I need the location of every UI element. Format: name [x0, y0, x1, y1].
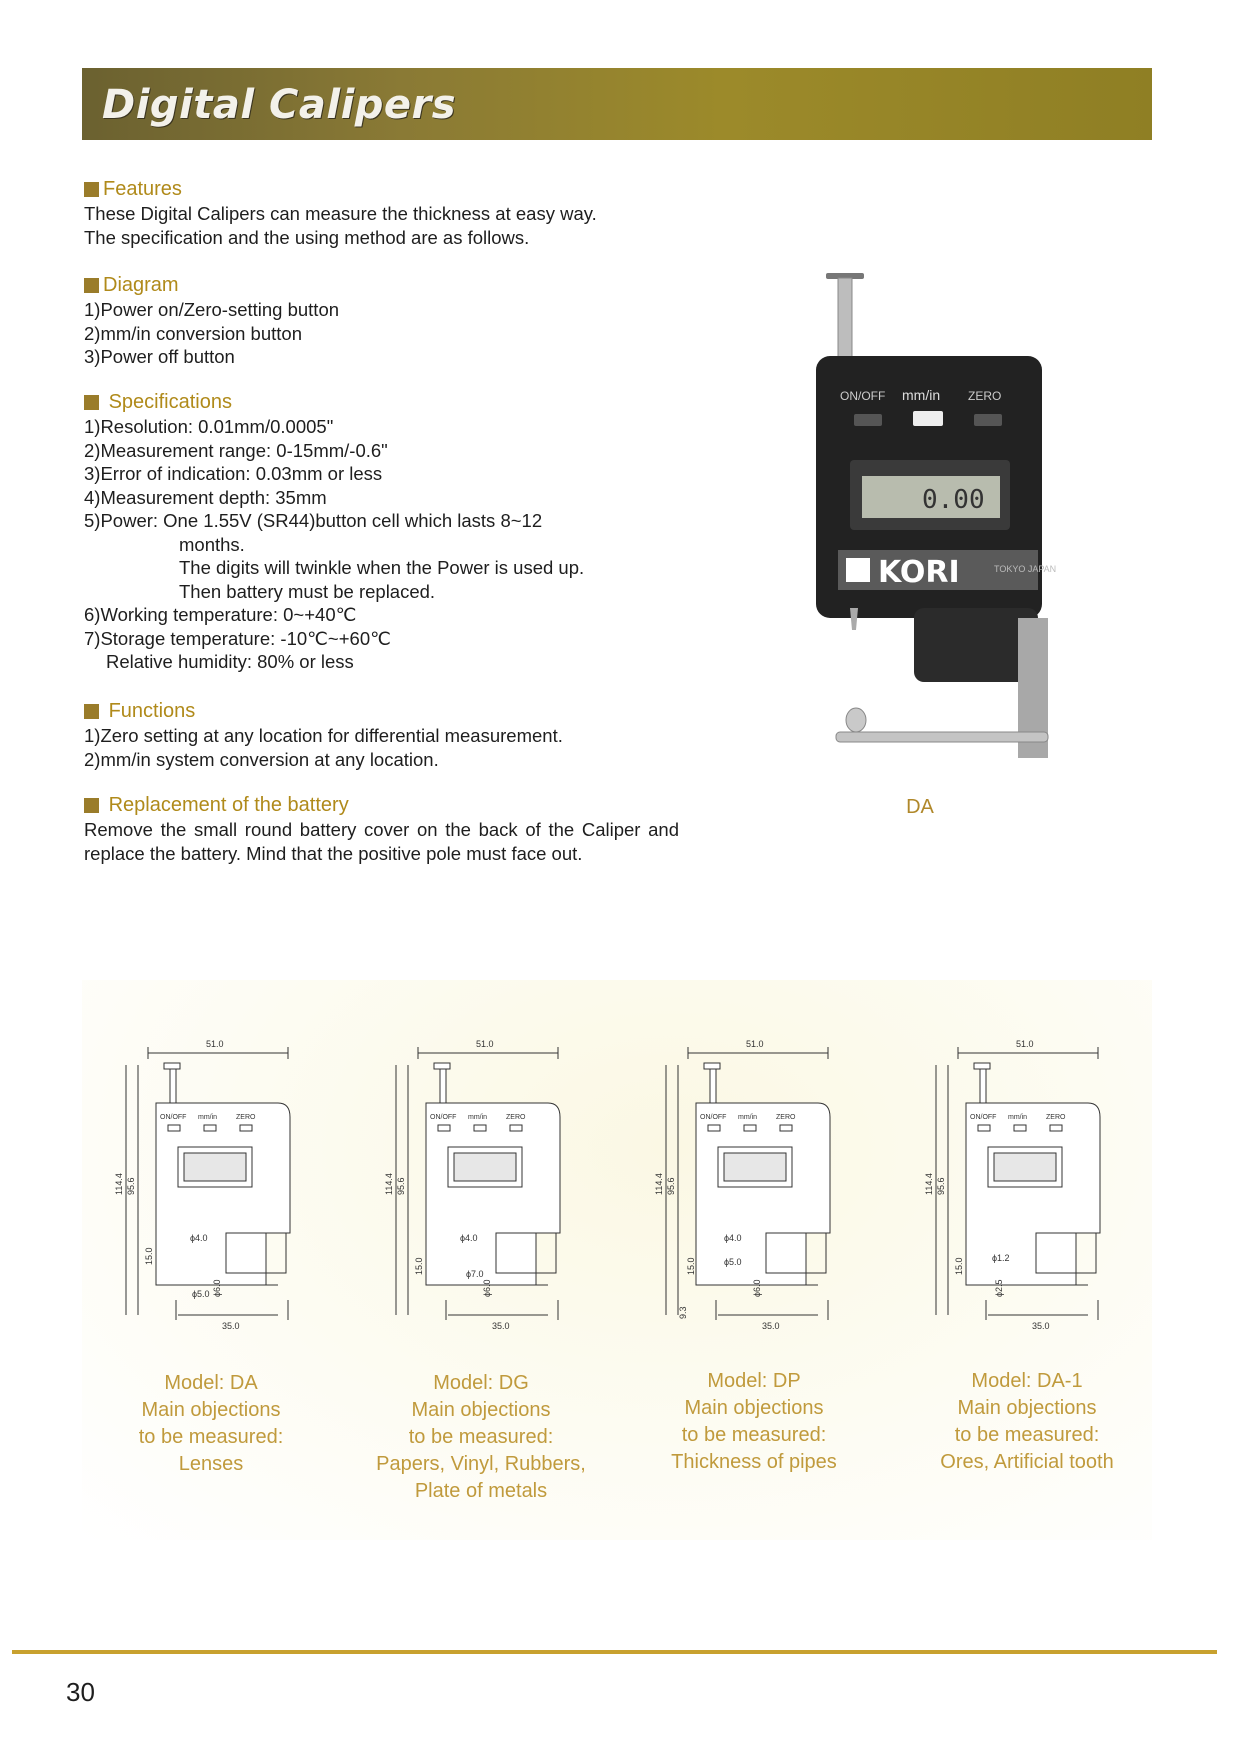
photo-brand: KORI [878, 555, 960, 590]
diagram-line: 2)mm/in conversion button [84, 322, 302, 344]
bullet-square-icon [84, 704, 99, 719]
features-line: The specification and the using method are as follows. [84, 226, 530, 248]
model-objects: Lenses [178, 1453, 244, 1475]
specifications-heading: Specifications [108, 391, 232, 413]
model-caption-da-1 [902, 1368, 1152, 1476]
model-line: to be measured: [681, 1424, 827, 1446]
dim-label: ϕ4.0 [460, 1233, 478, 1243]
model-line: Main objections [684, 1397, 824, 1419]
spec-line: 7)Storage temperature: -10℃~+60℃ [84, 627, 391, 649]
model-name: Model: DA [164, 1372, 258, 1394]
functions-line: 2)mm/in system conversion at any location. [84, 748, 439, 770]
button-label: mm/in [468, 1114, 488, 1121]
dim-label: ϕ6.0 [752, 1279, 762, 1297]
dim-label: ϕ5.0 [724, 1257, 742, 1267]
battery-heading: Replacement of the battery [108, 794, 349, 816]
functions-line: 1)Zero setting at any location for differential measurement. [84, 725, 563, 746]
page-number: 30 [66, 1677, 95, 1707]
photo-caption: DA [906, 796, 934, 818]
button-label: ON/OFF [160, 1114, 187, 1121]
dim-width-bottom: 35.0 [1032, 1321, 1050, 1331]
spec-line: 1)Resolution: 0.01mm/0.0005" [84, 416, 334, 437]
dim-width-top: 51.0 [206, 1039, 224, 1049]
dim-label: ϕ5.0 [192, 1289, 210, 1299]
spec-line: 3)Error of indication: 0.03mm or less [84, 463, 383, 484]
button-label: mm/in [1008, 1114, 1028, 1121]
model-line: Main objections [411, 1399, 551, 1421]
model-line: to be measured: [138, 1426, 284, 1448]
photo-button-label: ZERO [968, 389, 1002, 403]
dim-height-body: 95.6 [396, 1177, 406, 1195]
button-label: mm/in [198, 1114, 218, 1121]
functions-section [84, 698, 684, 771]
dim-label: ϕ7.0 [466, 1269, 484, 1279]
dim-label: ϕ4.0 [190, 1233, 208, 1243]
caliper-photo [810, 268, 1060, 768]
diagram-line: 1)Power on/Zero-setting button [84, 299, 340, 320]
dim-width-bottom: 35.0 [492, 1321, 510, 1331]
battery-section [84, 792, 684, 865]
spec-power-cont: Then battery must be replaced. [179, 580, 436, 602]
dim-label: ϕ6.0 [482, 1279, 492, 1297]
spec-power-cont: months. [179, 533, 245, 555]
dim-width-top: 51.0 [1016, 1039, 1034, 1049]
spec-humidity: Relative humidity: 80% or less [106, 651, 354, 672]
functions-heading: Functions [108, 700, 196, 722]
model-line: Main objections [957, 1397, 1097, 1419]
photo-brand-sub: TOKYO JAPAN [994, 564, 1057, 574]
bullet-square-icon [84, 182, 99, 197]
model-name: Model: DG [433, 1372, 529, 1394]
model-objects: Thickness of pipes [671, 1451, 837, 1473]
spec-line: 2)Measurement range: 0-15mm/-0.6" [84, 439, 388, 461]
dim-width-top: 51.0 [476, 1039, 494, 1049]
drawing-da [114, 1035, 298, 1335]
dim-height-total: 114.4 [384, 1173, 394, 1195]
button-label: mm/in [738, 1114, 758, 1121]
button-label: ZERO [236, 1114, 256, 1121]
button-label: ON/OFF [700, 1114, 727, 1121]
specifications-section [84, 389, 684, 674]
diagram-section [84, 272, 684, 369]
title-bar [82, 68, 1152, 140]
features-section [84, 176, 684, 249]
dim-label: 15.0 [414, 1257, 424, 1275]
spec-line: 6)Working temperature: 0~+40℃ [84, 604, 357, 625]
drawing-dp [654, 1035, 838, 1335]
photo-button-label: ON/OFF [840, 389, 886, 403]
diagram-line: 3)Power off button [84, 346, 235, 367]
footer-rule [12, 1650, 1217, 1654]
dim-label: ϕ6.0 [212, 1279, 222, 1297]
button-label: ZERO [776, 1114, 796, 1121]
dim-width-bottom: 35.0 [222, 1321, 240, 1331]
model-caption-dp [629, 1368, 879, 1476]
button-label: ZERO [506, 1114, 526, 1121]
battery-text: Remove the small round battery cover on the back of the Caliper and replace the battery. Mind that the positive pole must face out. [84, 819, 679, 864]
model-objects: Ores, Artificial tooth [940, 1451, 1114, 1473]
features-line: These Digital Calipers can measure the thickness at easy way. [84, 203, 597, 224]
model-name: Model: DA-1 [971, 1370, 1083, 1392]
model-caption-dg [356, 1370, 606, 1505]
dim-height-total: 114.4 [654, 1173, 664, 1195]
button-label: ON/OFF [430, 1114, 457, 1121]
features-heading: Features [103, 178, 182, 200]
dim-label: ϕ1.2 [992, 1253, 1010, 1263]
bullet-square-icon [84, 798, 99, 813]
model-objects: Papers, Vinyl, Rubbers, [376, 1453, 586, 1475]
button-label: ON/OFF [970, 1114, 997, 1121]
dim-label: 15.0 [144, 1247, 154, 1265]
spec-line: 4)Measurement depth: 35mm [84, 486, 327, 508]
dim-width-top: 51.0 [746, 1039, 764, 1049]
button-label: ZERO [1046, 1114, 1066, 1121]
dim-label: ϕ4.0 [724, 1233, 742, 1243]
model-name: Model: DP [707, 1370, 801, 1392]
photo-button-label: mm/in [902, 387, 941, 403]
dim-height-body: 95.6 [666, 1177, 676, 1195]
dim-label: 9.3 [678, 1306, 688, 1319]
dim-height-body: 95.6 [126, 1177, 136, 1195]
dim-height-total: 114.4 [114, 1173, 124, 1195]
bullet-square-icon [84, 395, 99, 410]
dim-label: ϕ2.5 [994, 1279, 1004, 1297]
drawing-da-1 [924, 1035, 1108, 1335]
page-title: Digital Calipers [102, 82, 457, 128]
dim-width-bottom: 35.0 [762, 1321, 780, 1331]
dim-height-total: 114.4 [924, 1173, 934, 1195]
model-line: Main objections [141, 1399, 281, 1421]
model-caption-da [86, 1370, 336, 1478]
dim-height-body: 95.6 [936, 1177, 946, 1195]
photo-display: 0.00 [922, 485, 985, 515]
bullet-square-icon [84, 278, 99, 293]
model-line: to be measured: [408, 1426, 554, 1448]
model-line: to be measured: [954, 1424, 1100, 1446]
dim-label: 15.0 [686, 1257, 696, 1275]
diagram-heading: Diagram [103, 274, 179, 296]
drawing-dg [384, 1035, 568, 1335]
dim-label: 15.0 [954, 1257, 964, 1275]
spec-power-cont: The digits will twinkle when the Power is used up. [179, 557, 585, 578]
spec-line: 5)Power: One 1.55V (SR44)button cell which lasts 8~12 [84, 510, 543, 531]
model-objects: Plate of metals [414, 1480, 548, 1502]
